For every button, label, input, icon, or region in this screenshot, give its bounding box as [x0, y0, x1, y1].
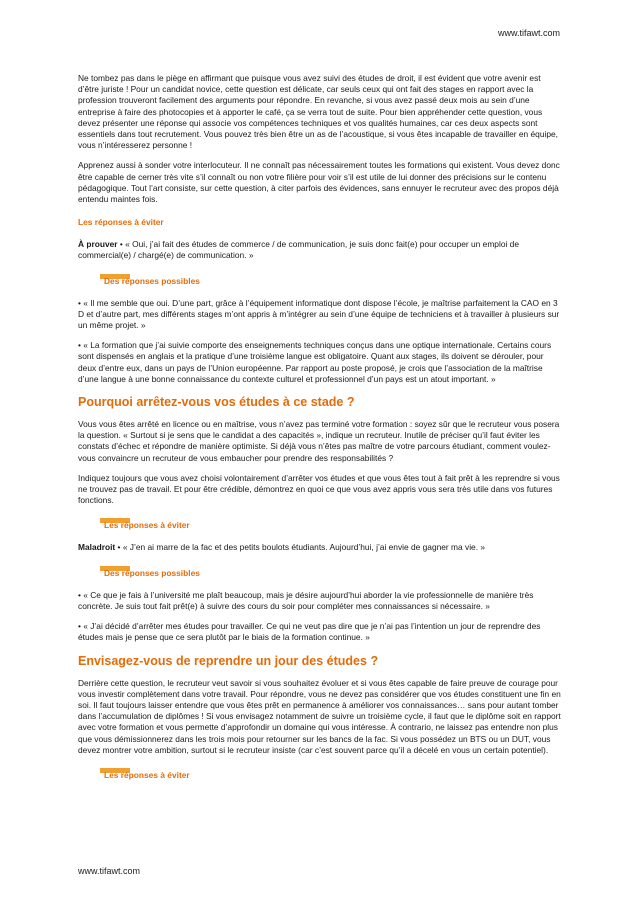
- paragraph: • « Ce que je fais à l’université me plaît beaucoup, mais je désire aujourd’hui aborder la vie professionnelle de manière très concrète. Je suis tout fait prêt(e) à suivre des cours du soir pour compléter mes connaissances si nécessaire. »: [78, 589, 534, 611]
- section-heading-possibles: [104, 568, 562, 578]
- example-label: Maladroit: [78, 542, 116, 553]
- heading-label: Des réponses possibles: [104, 275, 200, 286]
- paragraph: • « Il me semble que oui. D’une part, grâce à l’équipement informatique dont dispose l’école, je maîtrise parfaitement la CAO en 3 D et d’autre part, mes différents stages m’ont appris à m’intégrer au sein d’une équipe de techniciens et à travailler à plusieurs sur un même projet. »: [78, 297, 560, 331]
- paragraph: Apprenez aussi à sonder votre interlocuteur. Il ne connaît pas nécessairement toutes les formations qui existent. Vous devez donc être capable de cerner très vite s’il connaît ou non votre filière pour voir s’il est utile de lui donner des précisions sur le contenu pédagogique. Tout l’art consiste, sur cette question, à citer parfois des évidences, sans ennuyer le recruteur avec des propos déjà entendu maintes fois.: [78, 160, 560, 205]
- paragraph: • « La formation que j’ai suivie comporte des enseignements techniques conçus dans une optique internationale. Certains cours sont dispensés en anglais et la pratique d’une troisième langue est obligatoire. Quant aux stages, ils doivent se dérouler, pour deux d’entre eux, dans un pays de l’Union européenne. Par rapport au poste proposé, je crois que l’association de la maîtrise d’une langue à une bonne connaissance du contexte culturel et professionnel d’un pays est un atout important. »: [78, 340, 552, 384]
- section-title-pourquoi: Pourquoi arrêtez-vous vos études à ce stade ?: [78, 395, 355, 410]
- section-heading-eviter: [104, 770, 562, 780]
- paragraph: • « J’ai décidé d’arrêter mes études pour travailler. Ce qui ne veut pas dire que je n’ai pas l’intention un jour de reprendre des études mais je pense que ce sera plutôt par le biais de la formation continue. »: [78, 621, 541, 643]
- paragraph: Vous vous êtes arrêté en licence ou en maîtrise, vous n’avez pas terminé votre formation : soyez sûr que le recruteur vous posera la question. « Surtout si je sens que le candidat a des capacités », indique un recruteur. Inutile de préciser qu’il faut éviter les constats d’échec et répondre de manière optimiste. Si déjà vous n’êtes pas maître de votre parcours étudiant, comment voulez-vous convaincre un recruteur de vous embaucher pour prendre des responsabilités ?: [78, 419, 560, 463]
- heading-label: Des réponses possibles: [104, 567, 200, 578]
- heading-label: Les réponses à éviter: [104, 520, 190, 531]
- article-body: [78, 73, 562, 792]
- heading-label: Les réponses à éviter: [104, 769, 190, 780]
- example-label: À prouver: [78, 239, 118, 250]
- section-heading-eviter: [104, 520, 562, 530]
- example-proscrire: [78, 239, 562, 261]
- section-heading-possibles: [104, 276, 562, 286]
- paragraph: Ne tombez pas dans le piège en affirmant que puisque vous avez suivi des études de droit, il est évident que votre avenir est d’être juriste ! Pour un candidat novice, cette question est délicate, car seuls ceux qui ont fait des stages en rapport avec la profession trouveront facilement des arguments pour répondre. En revanche, si vous avez passé deux mois au sein d’une entreprise à faire des photocopies et à apporter le café, ça se verra tout de suite. Pour bien appréhender cette question, vous devez présenter une réponse qui associe vos compétences techniques et vos qualités humaines, car ces deux aspects sont essentiels dans tout recrutement. Vous pouvez très bien être un as de l’acoustique, si vous êtes incapable de travailler en équipe, vous n’intéresserez personne !: [78, 73, 558, 151]
- example-text: • « Oui, j’ai fait des études de commerce / de communication, je suis donc fait(e) pour occuper un emploi de commercial(e) / chargé(e) de communication. »: [78, 239, 519, 261]
- section-heading-eviter: Les réponses à éviter: [78, 217, 164, 228]
- paragraph: Indiquez toujours que vous avez choisi volontairement d’arrêter vos études et que vous êtes tout à fait prêt à les reprendre si vous ne trouvez pas de travail. Et pour être crédible, démontrez en quoi ce que vous avez appris vous sera très utile dans vos futures fonctions.: [78, 472, 560, 506]
- paragraph: Derrière cette question, le recruteur veut savoir si vous souhaitez évoluer et si vous êtes capable de faire preuve de courage pour vous investir complètement dans votre travail. Pour répondre, vous ne devez pas considérer que vos études constituent une fin en soi. Il faut toujours laisser entendre que vous êtes prêt en permanence à améliorer vos connaissances… sans pour autant tomber dans l’accumulation de diplômes ! Si vous envisagez notamment de suivre un troisième cycle, il faut que le diplôme soit en rapport avec votre formation et vous permette d’approfondir un domaine qui vous intéresse. À contrario, ne laissez pas entendre non plus que vous démissionnerez dans les trois mois pour retourner sur les bancs de la fac. Si vous possédez un BTS ou un DUT, vous devez montrer votre ambition, surtout si le recruteur insiste (car c’est souvent parce qu’il a décelé en vous un certain potentiel).: [78, 677, 561, 755]
- footer-url: www.tifawt.com: [78, 866, 141, 876]
- example-text: • « J’en ai marre de la fac et des petits boulots étudiants. Aujourd’hui, j’ai envie de gagner ma vie. »: [115, 542, 486, 553]
- section-title-envisagez: Envisagez-vous de reprendre un jour des études ?: [78, 653, 379, 668]
- header-url: www.tifawt.com: [497, 28, 560, 38]
- example-maladroit: [78, 542, 562, 553]
